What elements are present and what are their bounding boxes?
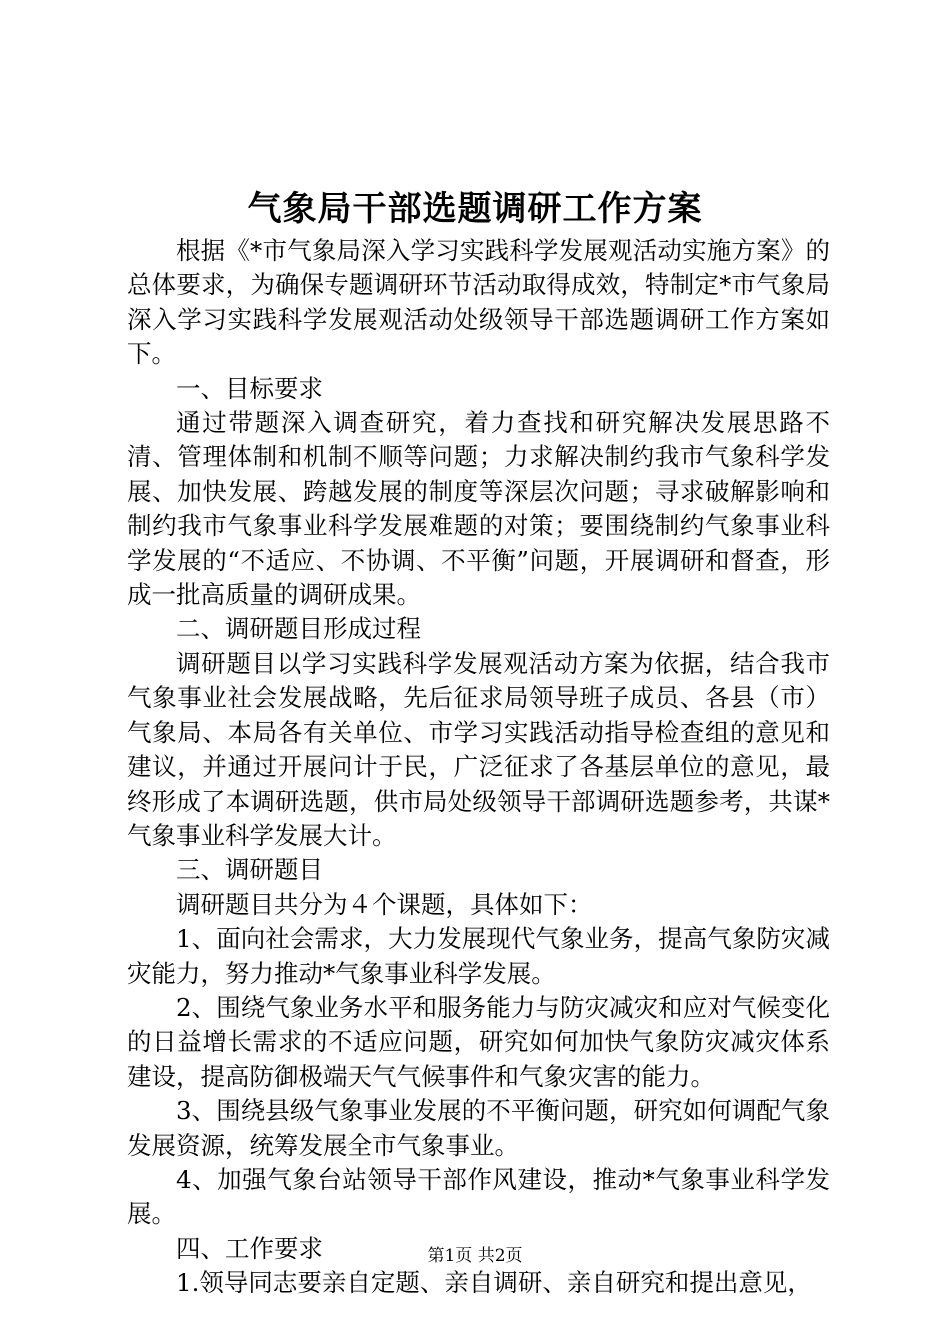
work-requirement-item: 1.领导同志要亲自定题、亲自调研、亲自研究和提出意见， [176, 1268, 812, 1298]
topic-item: 3、围绕县级气象事业发展的不平衡问题，研究如何调配气象发展资源，统筹发展全市气象事业。 [127, 1096, 830, 1160]
document-body [127, 234, 830, 1301]
document-title: 气象局干部选题调研工作方案 [247, 189, 703, 229]
topic-item: 1、面向社会需求，大力发展现代气象业务，提高气象防灾减灾能力，努力推动*气象事业科学发展。 [127, 924, 830, 988]
topic-item: 4、加强气象台站领导干部作风建设，推动*气象事业科学发展。 [127, 1164, 830, 1229]
section-heading-work-requirements: 四、工作要求 [176, 1233, 323, 1263]
section-heading-topic-formation: 二、调研题目形成过程 [176, 614, 421, 644]
section-goals-text: 通过带题深入调查研究，着力查找和研究解决发展思路不清、管理体制和机制不顺等问题；力求解决制约我市气象科学发展、加快发展、跨越发展的制度等深层次问题；寻求破解影响和制约我市气象事业科学发展难题的对策；要围绕制约气象事业科学发展的“不适应、不协调、不平衡”问题，开展调研和督查，形成一批高质量的调研成果。 [127, 408, 830, 610]
section-heading-topics: 三、调研题目 [176, 855, 323, 885]
section-heading-goals: 一、目标要求 [176, 373, 323, 403]
topics-lead-text: 调研题目共分为４个课题，具体如下： [176, 889, 593, 919]
page-footer: 第1页 共2页 [427, 1246, 523, 1266]
topic-item: 2、围绕气象业务水平和服务能力与防灾减灾和应对气候变化的日益增长需求的不适应问题，研究如何加快气象防灾减灾体系建设，提高防御极端天气气候事件和气象灾害的能力。 [127, 992, 830, 1091]
intro-paragraph: 根据《*市气象局深入学习实践科学发展观活动实施方案》的总体要求，为确保专题调研环节活动取得成效，特制定*市气象局深入学习实践科学发展观活动处级领导干部选题调研工作方案如下。 [127, 236, 830, 369]
section-topic-formation-text: 调研题目以学习实践科学发展观活动方案为依据，结合我市气象事业社会发展战略，先后征求局领导班子成员、各县（市）气象局、本局各有关单位、市学习实践活动指导检查组的意见和建议，并通过开展问计于民，广泛征求了各基层单位的意见，最终形成了本调研选题，供市局处级领导干部调研选题参考，共谋*气象事业科学发展大计。 [127, 648, 830, 850]
